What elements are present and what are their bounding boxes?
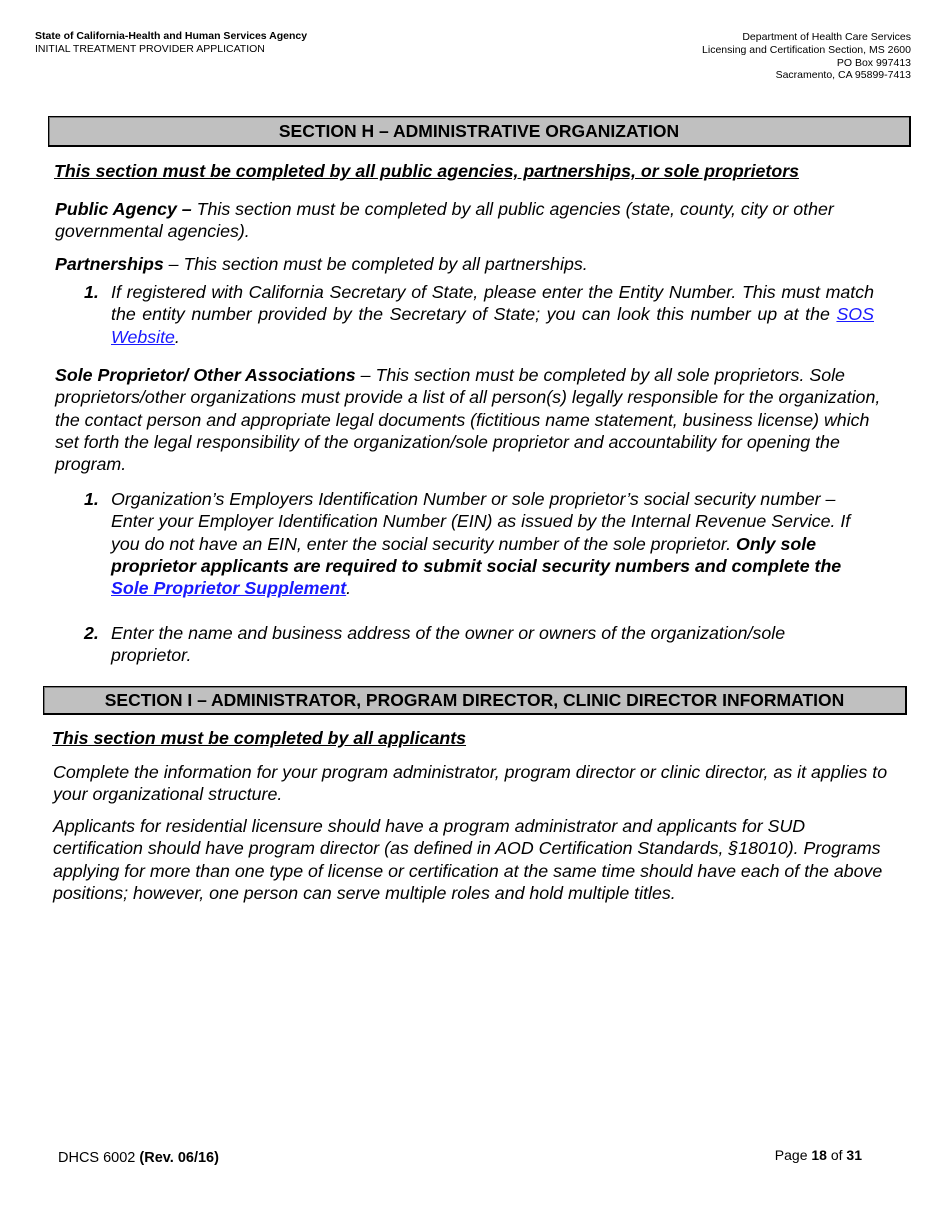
sole-proprietor-supplement-link[interactable]: Sole Proprietor Supplement	[111, 578, 347, 599]
section-i-requirement: This section must be completed by all applicants	[52, 728, 467, 748]
sos-website-link[interactable]: SOS Website	[111, 304, 874, 347]
section-h-requirement: This section must be completed by all public agencies, partnerships, or sole proprietors	[54, 161, 800, 181]
form-number-text: DHCS 6002	[58, 1150, 140, 1166]
list-item	[84, 488, 854, 603]
city-address: Sacramento, CA 95899-7413	[775, 69, 911, 82]
page-of: of	[826, 1147, 847, 1163]
section-i-paragraph-1: Complete the information for your program administrator, program director or clinic director, as it applies to your organizational structure.	[53, 762, 888, 805]
sole-proprietor-paragraph	[55, 364, 890, 475]
section-i-title: SECTION I – ADMINISTRATOR, PROGRAM DIRECTOR, CLINIC DIRECTOR INFORMATION	[43, 686, 907, 715]
item-text: Organization’s Employers Identification Number or sole proprietor’s social security number – Enter your Employer Identification Number (EIN) as issued by the Internal Revenue Service. If you do not have an EIN, enter the social security number of the sole proprietor.	[111, 489, 851, 554]
public-agency-text: This section must be completed by all public agencies (state, county, city or other governmental agencies).	[55, 199, 834, 242]
form-revision: (Rev. 06/16)	[139, 1150, 219, 1166]
list-item	[84, 622, 854, 670]
partnerships-paragraph	[55, 253, 905, 275]
page-number	[775, 1147, 862, 1163]
section-name: Licensing and Certification Section, MS 2600	[702, 43, 911, 56]
page-label: Page	[774, 1147, 812, 1163]
department-name: Department of Health Care Services	[742, 31, 911, 43]
list-text	[111, 488, 854, 599]
public-agency-label: Public Agency –	[55, 199, 192, 219]
item-text: If registered with California Secretary of State, please enter the Entity Number. This must match the entity number provided by the Secretary of State; you can look this number up at the	[111, 282, 874, 325]
agency-name: State of California-Health and Human Services Agency	[35, 30, 308, 42]
list-text	[111, 281, 874, 348]
sole-proprietor-label: Sole Proprietor/ Other Associations	[55, 365, 356, 385]
partnerships-label: Partnerships	[55, 254, 164, 274]
header-left	[35, 30, 307, 56]
po-box: PO Box 997413	[836, 56, 911, 69]
partnerships-text: – This section must be completed by all partnerships.	[163, 254, 588, 274]
sole-proprietor-text: – This section must be completed by all sole proprietors. Sole proprietors/other organizations must provide a list of all person(s) legally responsible for the organization, the contact person and appropriate legal documents (fictitious name statement, business license) which set forth the legal responsibility of the organization/sole proprietor and accountability for opening the program.	[55, 365, 881, 475]
form-title: INITIAL TREATMENT PROVIDER APPLICATION	[35, 43, 265, 55]
list-number: 2.	[84, 623, 99, 643]
public-agency-paragraph	[55, 198, 905, 243]
list-number: 1.	[84, 282, 99, 302]
section-i-paragraph-2: Applicants for residential licensure should have a program administrator and applicants for SUD certification should have program director (as defined in AOD Certification Standards, §18010). Programs applying for more than one type of license or certification at the same time should have each of the above positions; however, one person can serve multiple roles and hold multiple titles.	[53, 816, 883, 903]
page-total: 31	[846, 1147, 862, 1163]
section-h-title: SECTION H – ADMINISTRATIVE ORGANIZATION	[48, 116, 911, 147]
page-current: 18	[811, 1147, 827, 1163]
list-number: 1.	[84, 489, 99, 509]
item-end: .	[346, 578, 352, 599]
header-right	[702, 31, 911, 82]
list-item	[84, 281, 874, 351]
item-bold-text: Only sole proprietor applicants are required to submit social security numbers and complete the	[111, 533, 842, 576]
list-text: Enter the name and business address of the owner or owners of the organization/sole proprietor.	[111, 623, 786, 666]
item-end: .	[174, 326, 180, 347]
form-number	[58, 1150, 219, 1166]
